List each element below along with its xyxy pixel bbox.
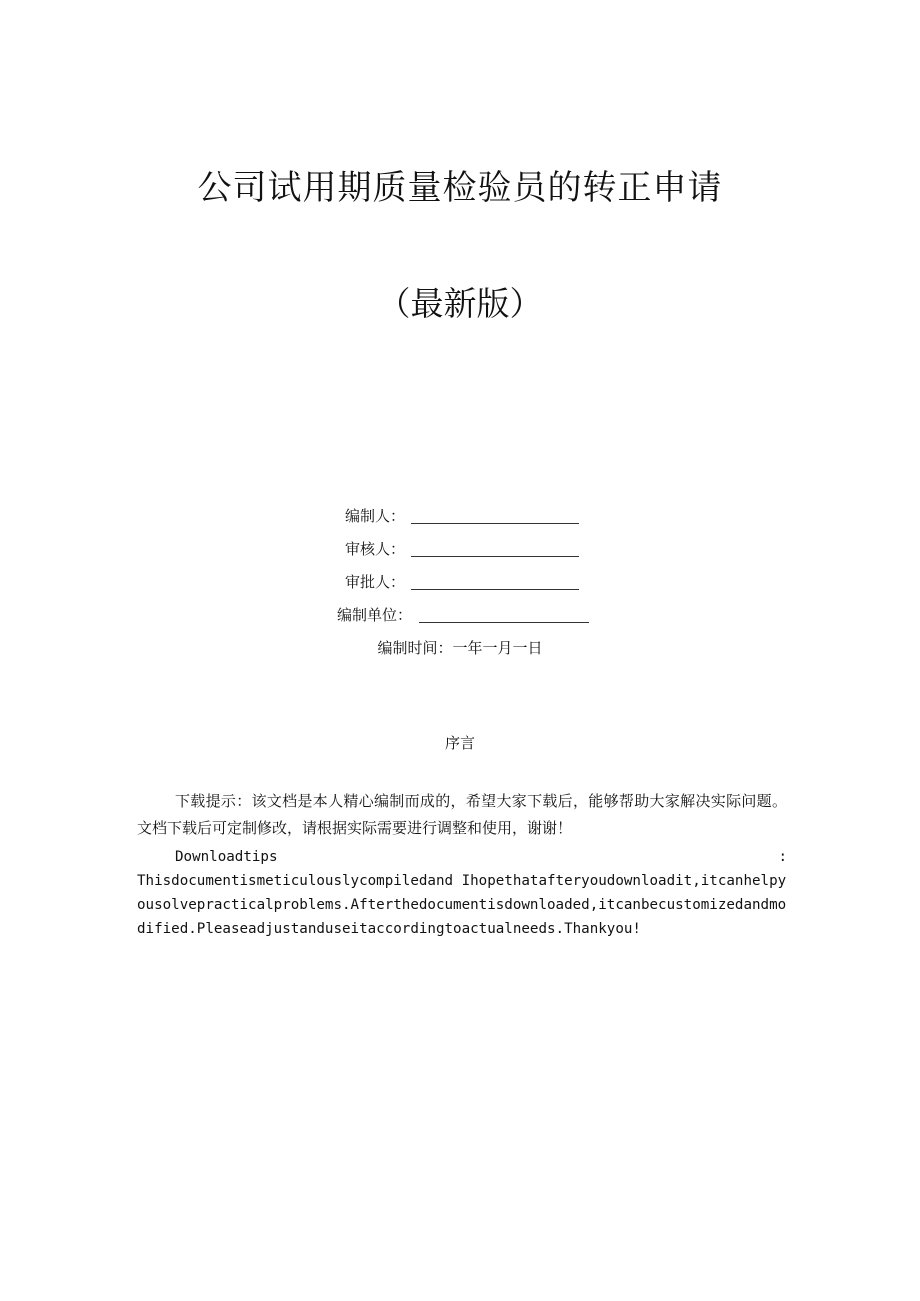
unit-blank-line [419,622,589,623]
download-tip-english-label: Downloadtips [175,849,278,865]
preface-heading: 序言 [444,734,475,752]
meta-row-compiler [0,503,920,529]
document-subtitle: （最新版） [377,284,543,323]
reviewer-blank-line [411,556,579,557]
download-tip-chinese: 下载提示：该文档是本人精心编制而成的，希望大家下载后，能够帮助大家解决实际问题。文档下载后可定制修改，请根据实际需要进行调整和使用，谢谢！ [137,792,787,837]
meta-row-reviewer [0,536,920,562]
download-tip-english-body: Thisdocumentismeticulouslycompiledand Ihopethatafteryoudownloadit,itcanhelpyousolvepracticalproblems.Afterthedocumentisdownloaded,itcanbecustomizedandmodified.Pleaseadjustanduseitaccordingtoactualneeds.Thankyou! [137,873,787,937]
download-tip-english-header [137,845,787,869]
compiler-blank-line [411,523,579,524]
meta-row-time [0,635,920,661]
compiler-label: 编制人： [344,507,405,525]
compile-time-text: 编制时间：一年一月一日 [377,639,543,657]
unit-label: 编制单位： [336,606,412,624]
approver-blank-line [411,589,579,590]
meta-row-approver [0,569,920,595]
download-tip-english-colon: : [778,849,787,865]
reviewer-label: 审核人： [344,540,405,558]
meta-row-unit [0,602,920,628]
document-title: 公司试用期质量检验员的转正申请 [197,168,723,208]
approver-label: 审批人： [344,573,405,591]
download-tip-english [137,845,787,941]
